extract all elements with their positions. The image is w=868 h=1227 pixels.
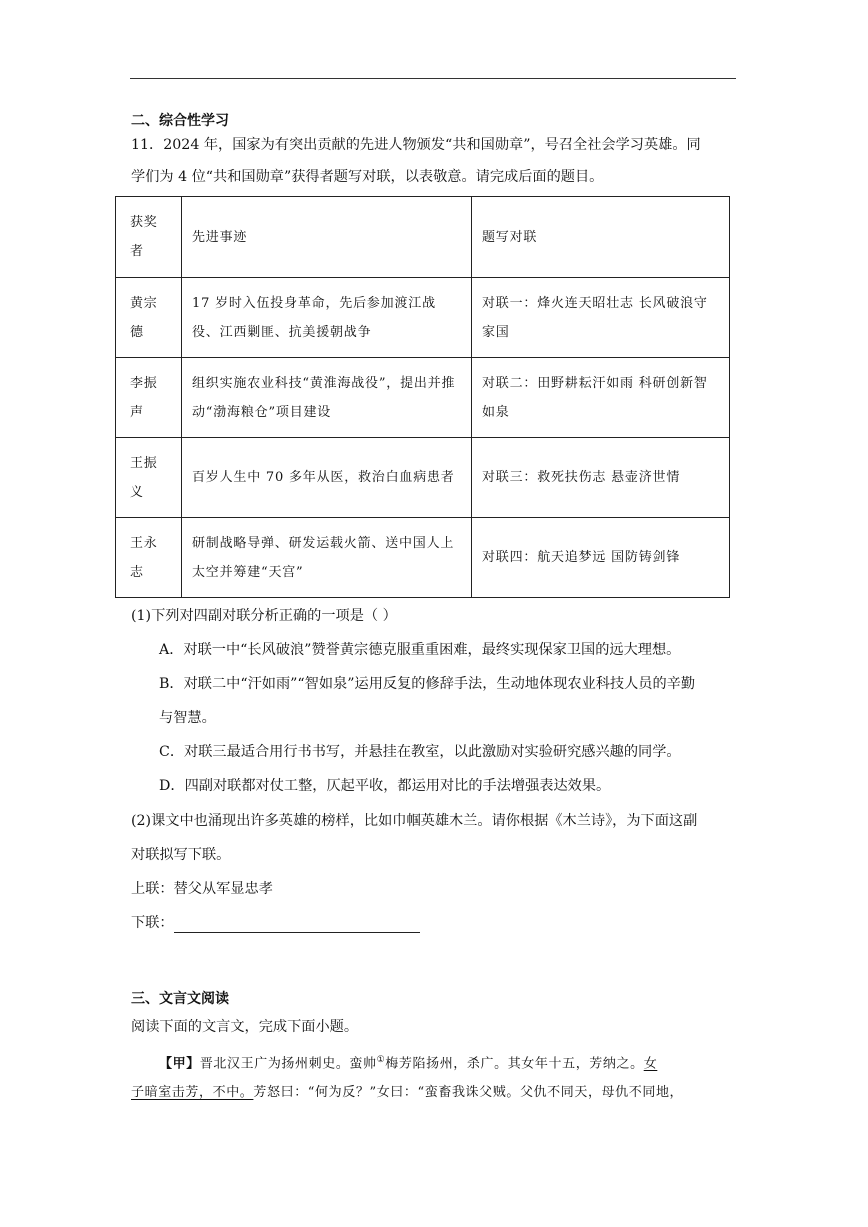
option-b-line-1: B．对联二中“汗如雨”“智如泉”运用反复的修辞手法，生动地体现农业科技人员的辛勤: [159, 676, 696, 692]
passage-underlined-text: 子暗室击芳，不中。: [131, 1085, 254, 1100]
table-header-cell: 获奖者: [116, 197, 182, 278]
passage-tag-jia: 【甲】: [159, 1056, 200, 1072]
upper-couplet: [131, 879, 273, 899]
table-row: [116, 358, 730, 438]
passage-jia-line-2: [131, 1083, 683, 1103]
table-row: [116, 518, 730, 598]
table-row: [116, 438, 730, 518]
upper-couplet-label: 上联：: [131, 881, 174, 897]
upper-couplet-text: 替父从军显忠孝: [173, 881, 273, 897]
passage-text: 梅芳陷扬州，杀广。其女年十五，芳纳之。: [385, 1056, 644, 1072]
table-cell-deeds: 研制战略导弹、研发运载火箭、送中国人上太空并筹建“天宫”: [182, 518, 472, 598]
table-cell-couplet: 对联四：航天追梦远 国防铸剑锋: [472, 518, 730, 598]
option-b-line-2: 与智慧。: [159, 710, 216, 726]
sub-question-2-line-1: (2)课文中也涌现出许多英雄的榜样，比如巾帼英雄木兰。请你根据《木兰诗》，为下面这副: [131, 813, 698, 829]
header-rule: [130, 78, 736, 79]
footnote-marker: ①: [376, 1055, 386, 1065]
table-cell-deeds: 组织实施农业科技“黄淮海战役”，提出并推动“渤海粮仓”项目建设: [182, 358, 472, 438]
table-cell-deeds: 17 岁时入伍投身革命，先后参加渡江战役、江西剿匪、抗美援朝战争: [182, 278, 472, 358]
table-cell-deeds: 百岁人生中 70 多年从医，救治白血病患者: [182, 438, 472, 518]
table-cell-awardee: 李振声: [116, 358, 182, 438]
table-cell-couplet: 对联一：烽火连天昭壮志 长风破浪守家国: [472, 278, 730, 358]
passage-underlined-text: 女: [643, 1056, 658, 1072]
sub-question-1: (1)下列对四副对联分析正确的一项是（ ）: [131, 608, 397, 624]
question-11-line-1: 11．2024 年，国家为有突出贡献的先进人物颁发“共和国勋章”，号召全社会学习英雄。同: [131, 137, 701, 153]
section-title-classical-chinese: 三、文言文阅读: [131, 991, 229, 1007]
table-cell-awardee: 王振义: [116, 438, 182, 518]
question-11-line-2: 学们为 4 位“共和国勋章”获得者题写对联，以表敬意。请完成后面的题目。: [131, 169, 604, 185]
passage-jia-line-1: [159, 1050, 657, 1074]
option-d: D．四副对联都对仗工整，仄起平收，都运用对比的手法增强表达效果。: [159, 778, 611, 794]
passage-text: 芳怒曰：“何为反？”女曰：“蛮畜我诛父贼。父仇不同天，母仇不同地，: [253, 1085, 684, 1100]
table-header-cell: 题写对联: [472, 197, 730, 278]
sub-question-2-line-2: 对联拟写下联。: [131, 847, 231, 863]
lower-couplet: [131, 913, 420, 933]
table-header-cell: 先进事迹: [182, 197, 472, 278]
table-cell-awardee: 王永志: [116, 518, 182, 598]
reading-intro: 阅读下面的文言文，完成下面小题。: [131, 1019, 359, 1035]
lower-couplet-answer-blank[interactable]: [174, 917, 420, 933]
table-header-row: [116, 197, 730, 278]
awards-table: [115, 196, 730, 598]
table-cell-couplet: 对联三：救死扶伤志 悬壶济世情: [472, 438, 730, 518]
table-row: [116, 278, 730, 358]
option-c: C．对联三最适合用行书书写，并悬挂在教室，以此激励对实验研究感兴趣的同学。: [159, 744, 681, 760]
option-a: A．对联一中“长风破浪”赞誉黄宗德克服重重困难，最终实现保家卫国的远大理想。: [159, 642, 681, 658]
table-cell-couplet: 对联二：田野耕耘汗如雨 科研创新智如泉: [472, 358, 730, 438]
passage-text: 晋北汉王广为扬州刺史。蛮帅: [199, 1056, 377, 1072]
lower-couplet-label: 下联：: [131, 915, 174, 931]
section-title-comprehensive-study: 二、综合性学习: [131, 113, 229, 129]
table-cell-awardee: 黄宗德: [116, 278, 182, 358]
